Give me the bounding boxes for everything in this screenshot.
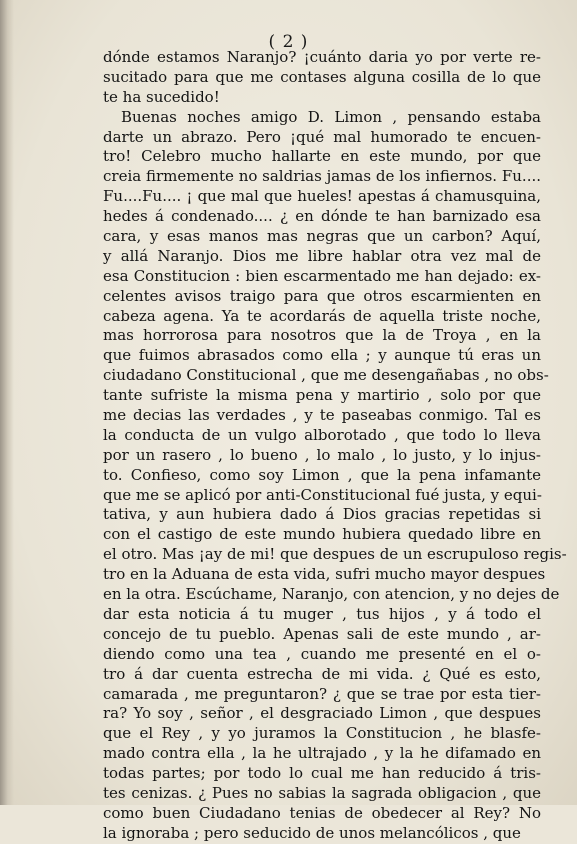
text-line: tro! Celebro mucho hallarte en este mundo, por que <box>103 147 541 166</box>
text-line: cara, y esas manos mas negras que un carbon? Aquí, <box>103 227 541 246</box>
text-line: cabeza agena. Ya te acordarás de aquella triste noche, <box>103 306 541 325</box>
text-line: mado contra ella , la he ultrajado , y la he difamado en <box>103 744 541 763</box>
text-line: tro á dar cuenta estrecha de mi vida. ¿ Qué es esto, <box>103 664 541 683</box>
text-line: me decias las verdades , y te paseabas conmigo. Tal es <box>103 406 541 425</box>
text-line: todas partes; por todo lo cual me han reducido á tris- <box>103 764 541 783</box>
text-line: te ha sucedido! <box>103 87 220 106</box>
text-line: Buenas noches amigo D. Limon , pensando estaba <box>121 107 541 126</box>
text-line: creia firmemente no saldrias jamas de los infiernos. Fu.... <box>103 167 541 186</box>
page-number: ( 2 ) <box>268 32 309 52</box>
text-line: dónde estamos Naranjo? ¡cuánto daria yo por verte re- <box>103 48 541 66</box>
text-line: la conducta de un vulgo alborotado , que todo lo lleva <box>103 425 541 444</box>
text-line: to. Confieso, como soy Limon , que la pena infamante <box>103 465 541 484</box>
text-line: celentes avisos traigo para que otros escarmienten en <box>103 286 541 305</box>
text-line: el otro. Mas ¡ay de mi! que despues de un escrupuloso regis- <box>103 545 567 564</box>
text-line: tante sufriste la misma pena y martirio , solo por que <box>103 386 541 405</box>
binding-shadow <box>0 0 14 805</box>
text-line: que me se aplicó por anti-Constitucional fué justa, y equi- <box>103 485 542 504</box>
text-line: mas horrorosa para nosotros que la de Troya , en la <box>103 326 541 345</box>
text-line: Fu....Fu.... ¡ que mal que hueles! apestas á chamusquina, <box>103 187 541 206</box>
text-line: tes cenizas. ¿ Pues no sabias la sagrada obligacion , que <box>103 783 541 802</box>
text-line: sucitado para que me contases alguna cosilla de lo que <box>103 67 541 86</box>
text-line: y allá Naranjo. Dios me libre hablar otra vez mal de <box>103 246 541 265</box>
text-line: la ignoraba ; pero seducido de unos melancólicos , que <box>103 823 521 842</box>
paragraph <box>103 48 541 108</box>
text-line: en la otra. Escúchame, Naranjo, con atencion, y no dejes de <box>103 585 560 604</box>
text-line: ciudadano Constitucional , que me desengañabas , no obs- <box>103 366 549 385</box>
text-line: que el Rey , y yo juramos la Constitucion , he blasfe- <box>103 724 541 743</box>
text-line: dar esta noticia á tu muger , tus hijos , y á todo el <box>103 604 541 623</box>
text-line: camarada , me preguntaron? ¿ que se trae por esta tier- <box>103 684 541 703</box>
text-line: hedes á condenado.... ¿ en dónde te han barnizado esa <box>103 207 541 226</box>
text-line: tro en la Aduana de esta vida, sufri mucho mayor despues <box>103 565 546 584</box>
text-line: ra? Yo soy , señor , el desgraciado Limon , que despues <box>103 704 541 723</box>
text-line: tativa, y aun hubiera dado á Dios gracias repetidas si <box>103 505 541 524</box>
text-line: darte un abrazo. Pero ¡qué mal humorado te encuen- <box>103 127 541 146</box>
body-text <box>103 48 567 844</box>
text-line: con el castigo de este mundo hubiera quedado libre en <box>103 525 541 544</box>
text-line: que fuimos abrasados como ella ; y aunque tú eras un <box>103 346 541 365</box>
text-line: diendo como una tea , cuando me presenté en el o- <box>103 644 541 663</box>
paragraph <box>103 107 567 844</box>
text-line: concejo de tu pueblo. Apenas sali de este mundo , ar- <box>103 624 541 643</box>
text-line: por un rasero , lo bueno , lo malo , lo justo, y lo injus- <box>103 445 541 464</box>
text-line: esa Constitucion : bien escarmentado me han dejado: ex- <box>103 266 541 285</box>
text-line: como buen Ciudadano tenias de obedecer al Rey? No <box>103 803 541 822</box>
